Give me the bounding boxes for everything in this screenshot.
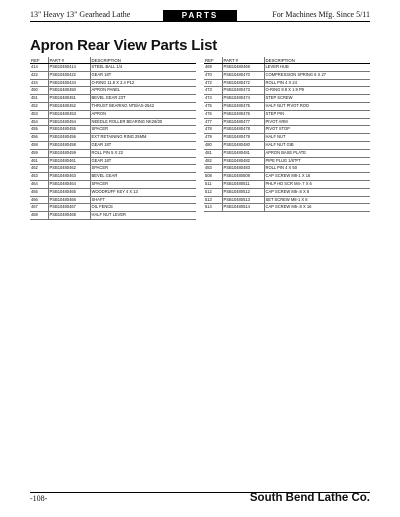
cell-ref: 469: [204, 64, 222, 72]
cell-ref: 514: [204, 204, 222, 212]
cell-part-number: PSB10480434: [48, 79, 90, 87]
table-row: [204, 95, 370, 103]
cell-description: GEAR 18T: [90, 71, 196, 79]
cell-part-number: PSB10480514: [222, 204, 264, 212]
parts-table-right: [204, 57, 370, 212]
table-row: [204, 173, 370, 181]
column-header-part: PART #: [48, 57, 90, 64]
cell-description: PIVOT STOP: [264, 126, 370, 134]
cell-description: ROLL PIN 4 X 24: [264, 79, 370, 87]
cell-ref: 466: [30, 196, 48, 204]
table-row: [30, 87, 196, 95]
cell-ref: 465: [30, 188, 48, 196]
cell-ref: 480: [204, 141, 222, 149]
cell-part-number: PSB10480453: [48, 110, 90, 118]
cell-ref: 453: [30, 110, 48, 118]
table-row: [204, 165, 370, 173]
cell-description: APRON BASE PLATE: [264, 149, 370, 157]
cell-ref: 472: [204, 79, 222, 87]
page-number: -108-: [30, 494, 48, 503]
cell-description: OIL FENCE: [90, 204, 196, 212]
page-title: Apron Rear View Parts List: [30, 37, 218, 54]
cell-part-number: PSB10480512: [222, 188, 264, 196]
cell-part-number: PSB10480473: [222, 87, 264, 95]
cell-ref: 481: [204, 149, 222, 157]
cell-ref: 461: [30, 157, 48, 165]
table-row: [30, 71, 196, 79]
cell-part-number: PSB10480459: [48, 149, 90, 157]
cell-description: COMPRESSION SPRING 6 X 27: [264, 71, 370, 79]
cell-ref: 473: [204, 87, 222, 95]
cell-ref: 455: [30, 126, 48, 134]
cell-ref: 512: [204, 188, 222, 196]
table-row: [30, 157, 196, 165]
cell-description: SPACER: [90, 180, 196, 188]
cell-ref: 470: [204, 71, 222, 79]
cell-description: HALF NUT GIB: [264, 141, 370, 149]
cell-ref: 513: [204, 196, 222, 204]
cell-description: ROLL PIN 5 X 22: [90, 149, 196, 157]
table-row: [204, 118, 370, 126]
cell-ref: 479: [204, 134, 222, 142]
cell-part-number: PSB10480450: [48, 87, 90, 95]
cell-ref: 474: [204, 95, 222, 103]
cell-ref: 452: [30, 102, 48, 110]
cell-part-number: PSB10480508: [222, 173, 264, 181]
cell-part-number: PSB10480461: [48, 157, 90, 165]
cell-part-number: PSB10480458: [48, 141, 90, 149]
cell-description: HALF NUT LEVER: [90, 212, 196, 220]
cell-description: CAP SCREW M5-.8 X 8: [264, 188, 370, 196]
cell-description: EXT RETAINING RING 25MM: [90, 134, 196, 142]
cell-part-number: PSB10480470: [222, 71, 264, 79]
cell-part-number: PSB10480466: [48, 196, 90, 204]
cell-part-number: PSB10480422: [48, 71, 90, 79]
cell-ref: 459: [30, 149, 48, 157]
cell-ref: 451: [30, 95, 48, 103]
cell-part-number: PSB10480462: [48, 165, 90, 173]
column-header-description: DESCRIPTION: [90, 57, 196, 64]
table-row: [204, 149, 370, 157]
cell-part-number: PSB10480482: [222, 157, 264, 165]
cell-ref: 450: [30, 87, 48, 95]
table-row: [204, 79, 370, 87]
table-row: [30, 204, 196, 212]
cell-ref: 467: [30, 204, 48, 212]
cell-part-number: PSB10480513: [222, 196, 264, 204]
cell-ref: 463: [30, 173, 48, 181]
cell-part-number: PSB10480464: [48, 180, 90, 188]
cell-description: CAP SCREW M8-1 X 16: [264, 173, 370, 181]
cell-ref: 454: [30, 118, 48, 126]
cell-part-number: PSB10480465: [48, 188, 90, 196]
cell-part-number: PSB10480451: [48, 95, 90, 103]
cell-description: BEVEL GEAR: [90, 173, 196, 181]
cell-description: NEEDLE ROLLER BEARING NK29/30: [90, 118, 196, 126]
cell-ref: 434: [30, 79, 48, 87]
table-row: [30, 64, 196, 72]
cell-description: HALF NUT PIVOT ROD: [264, 102, 370, 110]
cell-part-number: PSB10480511: [222, 180, 264, 188]
cell-part-number: PSB10480474: [222, 95, 264, 103]
page-header: [30, 10, 370, 22]
table-row: [204, 87, 370, 95]
column-header-part: PART #: [222, 57, 264, 64]
cell-part-number: PSB10480477: [222, 118, 264, 126]
cell-ref: 414: [30, 64, 48, 72]
cell-ref: 511: [204, 180, 222, 188]
cell-description: HALF NUT: [264, 134, 370, 142]
cell-part-number: PSB10480476: [222, 110, 264, 118]
cell-ref: 464: [30, 180, 48, 188]
cell-part-number: PSB10480463: [48, 173, 90, 181]
cell-description: APRON PANEL: [90, 87, 196, 95]
table-row: [204, 126, 370, 134]
cell-part-number: PSB10480481: [222, 149, 264, 157]
table-row: [30, 165, 196, 173]
column-header-ref: REF: [30, 57, 48, 64]
cell-description: STEP PIN: [264, 110, 370, 118]
cell-part-number: PSB10480454: [48, 118, 90, 126]
table-row: [30, 126, 196, 134]
cell-description: STEEL BALL 1/4: [90, 64, 196, 72]
cell-part-number: PSB10480469: [222, 64, 264, 72]
table-row: [204, 134, 370, 142]
cell-description: SET SCREW M8-1 X 8: [264, 196, 370, 204]
table-row: [204, 71, 370, 79]
brand-logo-text: South Bend Lathe Co.: [249, 492, 370, 504]
cell-ref: 422: [30, 71, 48, 79]
table-row: [30, 134, 196, 142]
table-row: [30, 212, 196, 220]
table-row: [30, 141, 196, 149]
cell-ref: 477: [204, 118, 222, 126]
column-header-ref: REF: [204, 57, 222, 64]
table-row: [30, 149, 196, 157]
cell-description: APRON: [90, 110, 196, 118]
cell-part-number: PSB10480479: [222, 134, 264, 142]
cell-ref: 482: [204, 157, 222, 165]
cell-ref: 508: [204, 173, 222, 181]
cell-ref: 476: [204, 110, 222, 118]
cell-description: BEVEL GEAR 23T: [90, 95, 196, 103]
cell-description: WOODRUFF KEY 4 X 13: [90, 188, 196, 196]
header-model: 13" Heavy 13" Gearhead Lathe: [30, 10, 131, 19]
table-row: [30, 196, 196, 204]
cell-description: SPACER: [90, 165, 196, 173]
table-row: [30, 102, 196, 110]
table-row: [204, 157, 370, 165]
cell-description: PIPE PLUG 1/8"PT: [264, 157, 370, 165]
cell-part-number: PSB10480456: [48, 134, 90, 142]
cell-part-number: PSB10480467: [48, 204, 90, 212]
cell-part-number: PSB10480472: [222, 79, 264, 87]
cell-description: STEP SCREW: [264, 95, 370, 103]
cell-description: ROLL PIN 4 X 50: [264, 165, 370, 173]
table-row: [30, 110, 196, 118]
table-row: [30, 173, 196, 181]
table-row: [204, 188, 370, 196]
cell-part-number: PSB10480475: [222, 102, 264, 110]
table-row: [204, 141, 370, 149]
cell-part-number: PSB10480468: [48, 212, 90, 220]
cell-ref: 478: [204, 126, 222, 134]
cell-part-number: PSB10480455: [48, 126, 90, 134]
cell-description: THRUST BEARING NTB/AS-2542: [90, 102, 196, 110]
header-manufacture-note: For Machines Mfg. Since 5/11: [272, 10, 370, 19]
header-section-badge: PARTS: [163, 10, 237, 21]
cell-description: PIVOT ARM: [264, 118, 370, 126]
parts-table-left: [30, 57, 196, 220]
cell-ref: 456: [30, 134, 48, 142]
cell-description: SHAFT: [90, 196, 196, 204]
parts-table-left-body: [30, 64, 196, 220]
cell-description: PHLP HD SCR M4-.7 X 6: [264, 180, 370, 188]
cell-description: GEAR 18T: [90, 157, 196, 165]
cell-part-number: PSB10480480: [222, 141, 264, 149]
table-row: [204, 110, 370, 118]
table-row: [30, 95, 196, 103]
cell-part-number: PSB10480478: [222, 126, 264, 134]
table-row: [30, 118, 196, 126]
column-header-description: DESCRIPTION: [264, 57, 370, 64]
cell-ref: 475: [204, 102, 222, 110]
cell-part-number: PSB10480483: [222, 165, 264, 173]
cell-description: CAP SCREW M5-.8 X 16: [264, 204, 370, 212]
table-row: [30, 79, 196, 87]
cell-description: SPACER: [90, 126, 196, 134]
cell-ref: 458: [30, 141, 48, 149]
cell-part-number: PSB10480414: [48, 64, 90, 72]
parts-table-right-body: [204, 64, 370, 212]
cell-description: LEVER HUB: [264, 64, 370, 72]
table-row: [204, 196, 370, 204]
table-row: [204, 102, 370, 110]
table-row: [204, 180, 370, 188]
cell-description: GEAR 18T: [90, 141, 196, 149]
table-row: [204, 204, 370, 212]
cell-part-number: PSB10480452: [48, 102, 90, 110]
table-row: [204, 64, 370, 72]
cell-description: O-RING 8.8 X 1.9 P9: [264, 87, 370, 95]
table-row: [30, 180, 196, 188]
cell-ref: 462: [30, 165, 48, 173]
cell-ref: 468: [30, 212, 48, 220]
table-row: [30, 188, 196, 196]
cell-description: O-RING 11.8 X 2.4 P12: [90, 79, 196, 87]
cell-ref: 483: [204, 165, 222, 173]
